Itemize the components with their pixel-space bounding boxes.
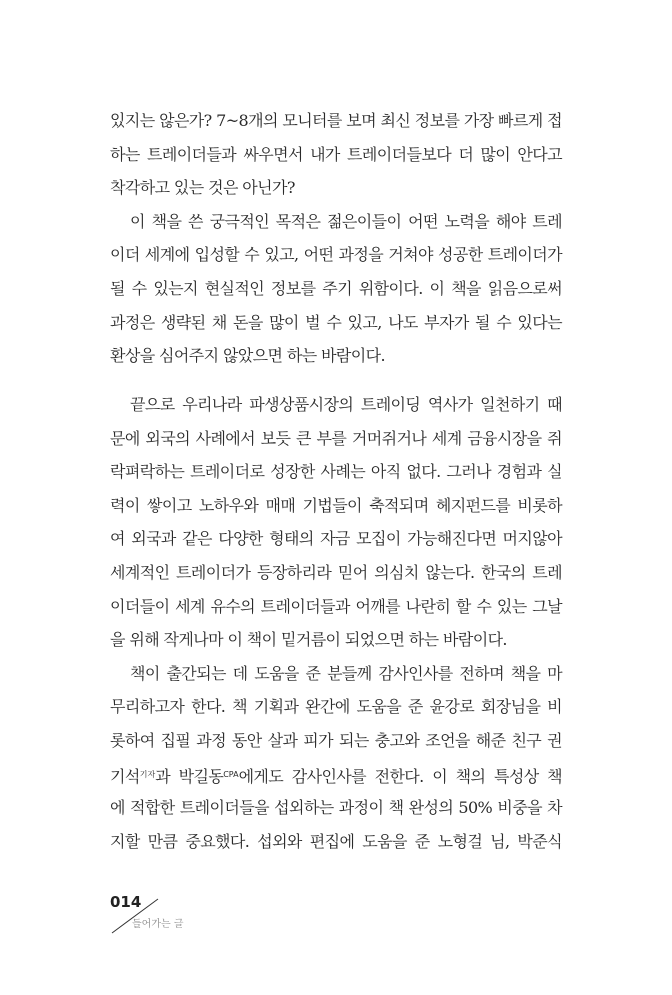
text-line: 문에 외국의 사례에서 보듯 큰 부를 거머쥐거나 세계 금융시장을 쥐 xyxy=(110,428,562,448)
text-line: 을 위해 작게나마 이 책이 밑거름이 되었으면 하는 바람이다. xyxy=(110,630,507,650)
text-line xyxy=(110,758,562,792)
text-line: 환상을 심어주지 않았으면 하는 바람이다. xyxy=(110,346,385,366)
text-line: 력이 쌓이고 노하우와 매매 기법들이 축적되며 헤지펀드를 비롯하 xyxy=(110,495,562,515)
text-line: 될 수 있는지 현실적인 정보를 주기 위함이다. 이 책을 읽음으로써 xyxy=(110,278,562,298)
page-number: 014 xyxy=(110,893,142,911)
text-line: 과정은 생략된 채 돈을 많이 벌 수 있고, 나도 부자가 될 수 있다는 xyxy=(110,312,562,332)
annotation-superscript: CPA xyxy=(223,769,239,779)
section-title: 들어가는 글 xyxy=(132,919,184,930)
text-line: 책이 출간되는 데 도움을 준 분들께 감사인사를 전하며 책을 마 xyxy=(130,663,562,683)
text-line: 이 책을 쓴 궁극적인 목적은 젊은이들이 어떤 노력을 해야 트레 xyxy=(130,211,562,231)
text-line: 있지는 않은가? 7~8개의 모니터를 보며 최신 정보를 가장 빠르게 접 xyxy=(110,111,562,130)
text-line: 하는 트레이더들과 싸우면서 내가 트레이더들보다 더 많이 안다고 xyxy=(110,144,562,164)
text-line: 무리하고자 한다. 책 기획과 완간에 도움을 준 윤강로 회장님을 비 xyxy=(110,697,562,717)
text-line: 지할 만큼 중요했다. 섭외와 편집에 도움을 준 노형걸 님, 박준식 xyxy=(110,831,562,851)
body-text-block-1 xyxy=(110,104,562,373)
text-span: 과 박길동 xyxy=(155,766,224,786)
text-span: 기석 xyxy=(110,766,140,786)
body-text-block-2 xyxy=(110,388,562,858)
text-line: 이더들이 세계 유수의 트레이더들과 어깨를 나란히 할 수 있는 그날 xyxy=(110,596,562,616)
text-line: 이더 세계에 입성할 수 있고, 어떤 과정을 거쳐야 성공한 트레이더가 xyxy=(110,245,562,265)
text-line: 여 외국과 같은 다양한 형태의 자금 모집이 가능해진다면 머지않아 xyxy=(110,529,562,549)
text-line: 끝으로 우리나라 파생상품시장의 트레이딩 역사가 일천하기 때 xyxy=(130,395,562,414)
text-line: 착각하고 있는 것은 아닌가? xyxy=(110,178,295,198)
text-span: 에게도 감사인사를 전한다. 이 책의 특성상 책 xyxy=(238,766,562,786)
annotation-superscript: 기자 xyxy=(139,769,156,779)
text-line: 에 적합한 트레이더들을 섭외하는 과정이 책 완성의 50% 비중을 차 xyxy=(110,798,562,818)
text-line: 세계적인 트레이더가 등장하리라 믿어 의심치 않는다. 한국의 트레 xyxy=(110,562,562,582)
text-line: 롯하여 집필 과정 동안 살과 피가 되는 충고와 조언을 해준 친구 권 xyxy=(110,730,562,750)
text-line: 락펴락하는 트레이더로 성장한 사례는 아직 없다. 그러나 경험과 실 xyxy=(110,462,562,482)
